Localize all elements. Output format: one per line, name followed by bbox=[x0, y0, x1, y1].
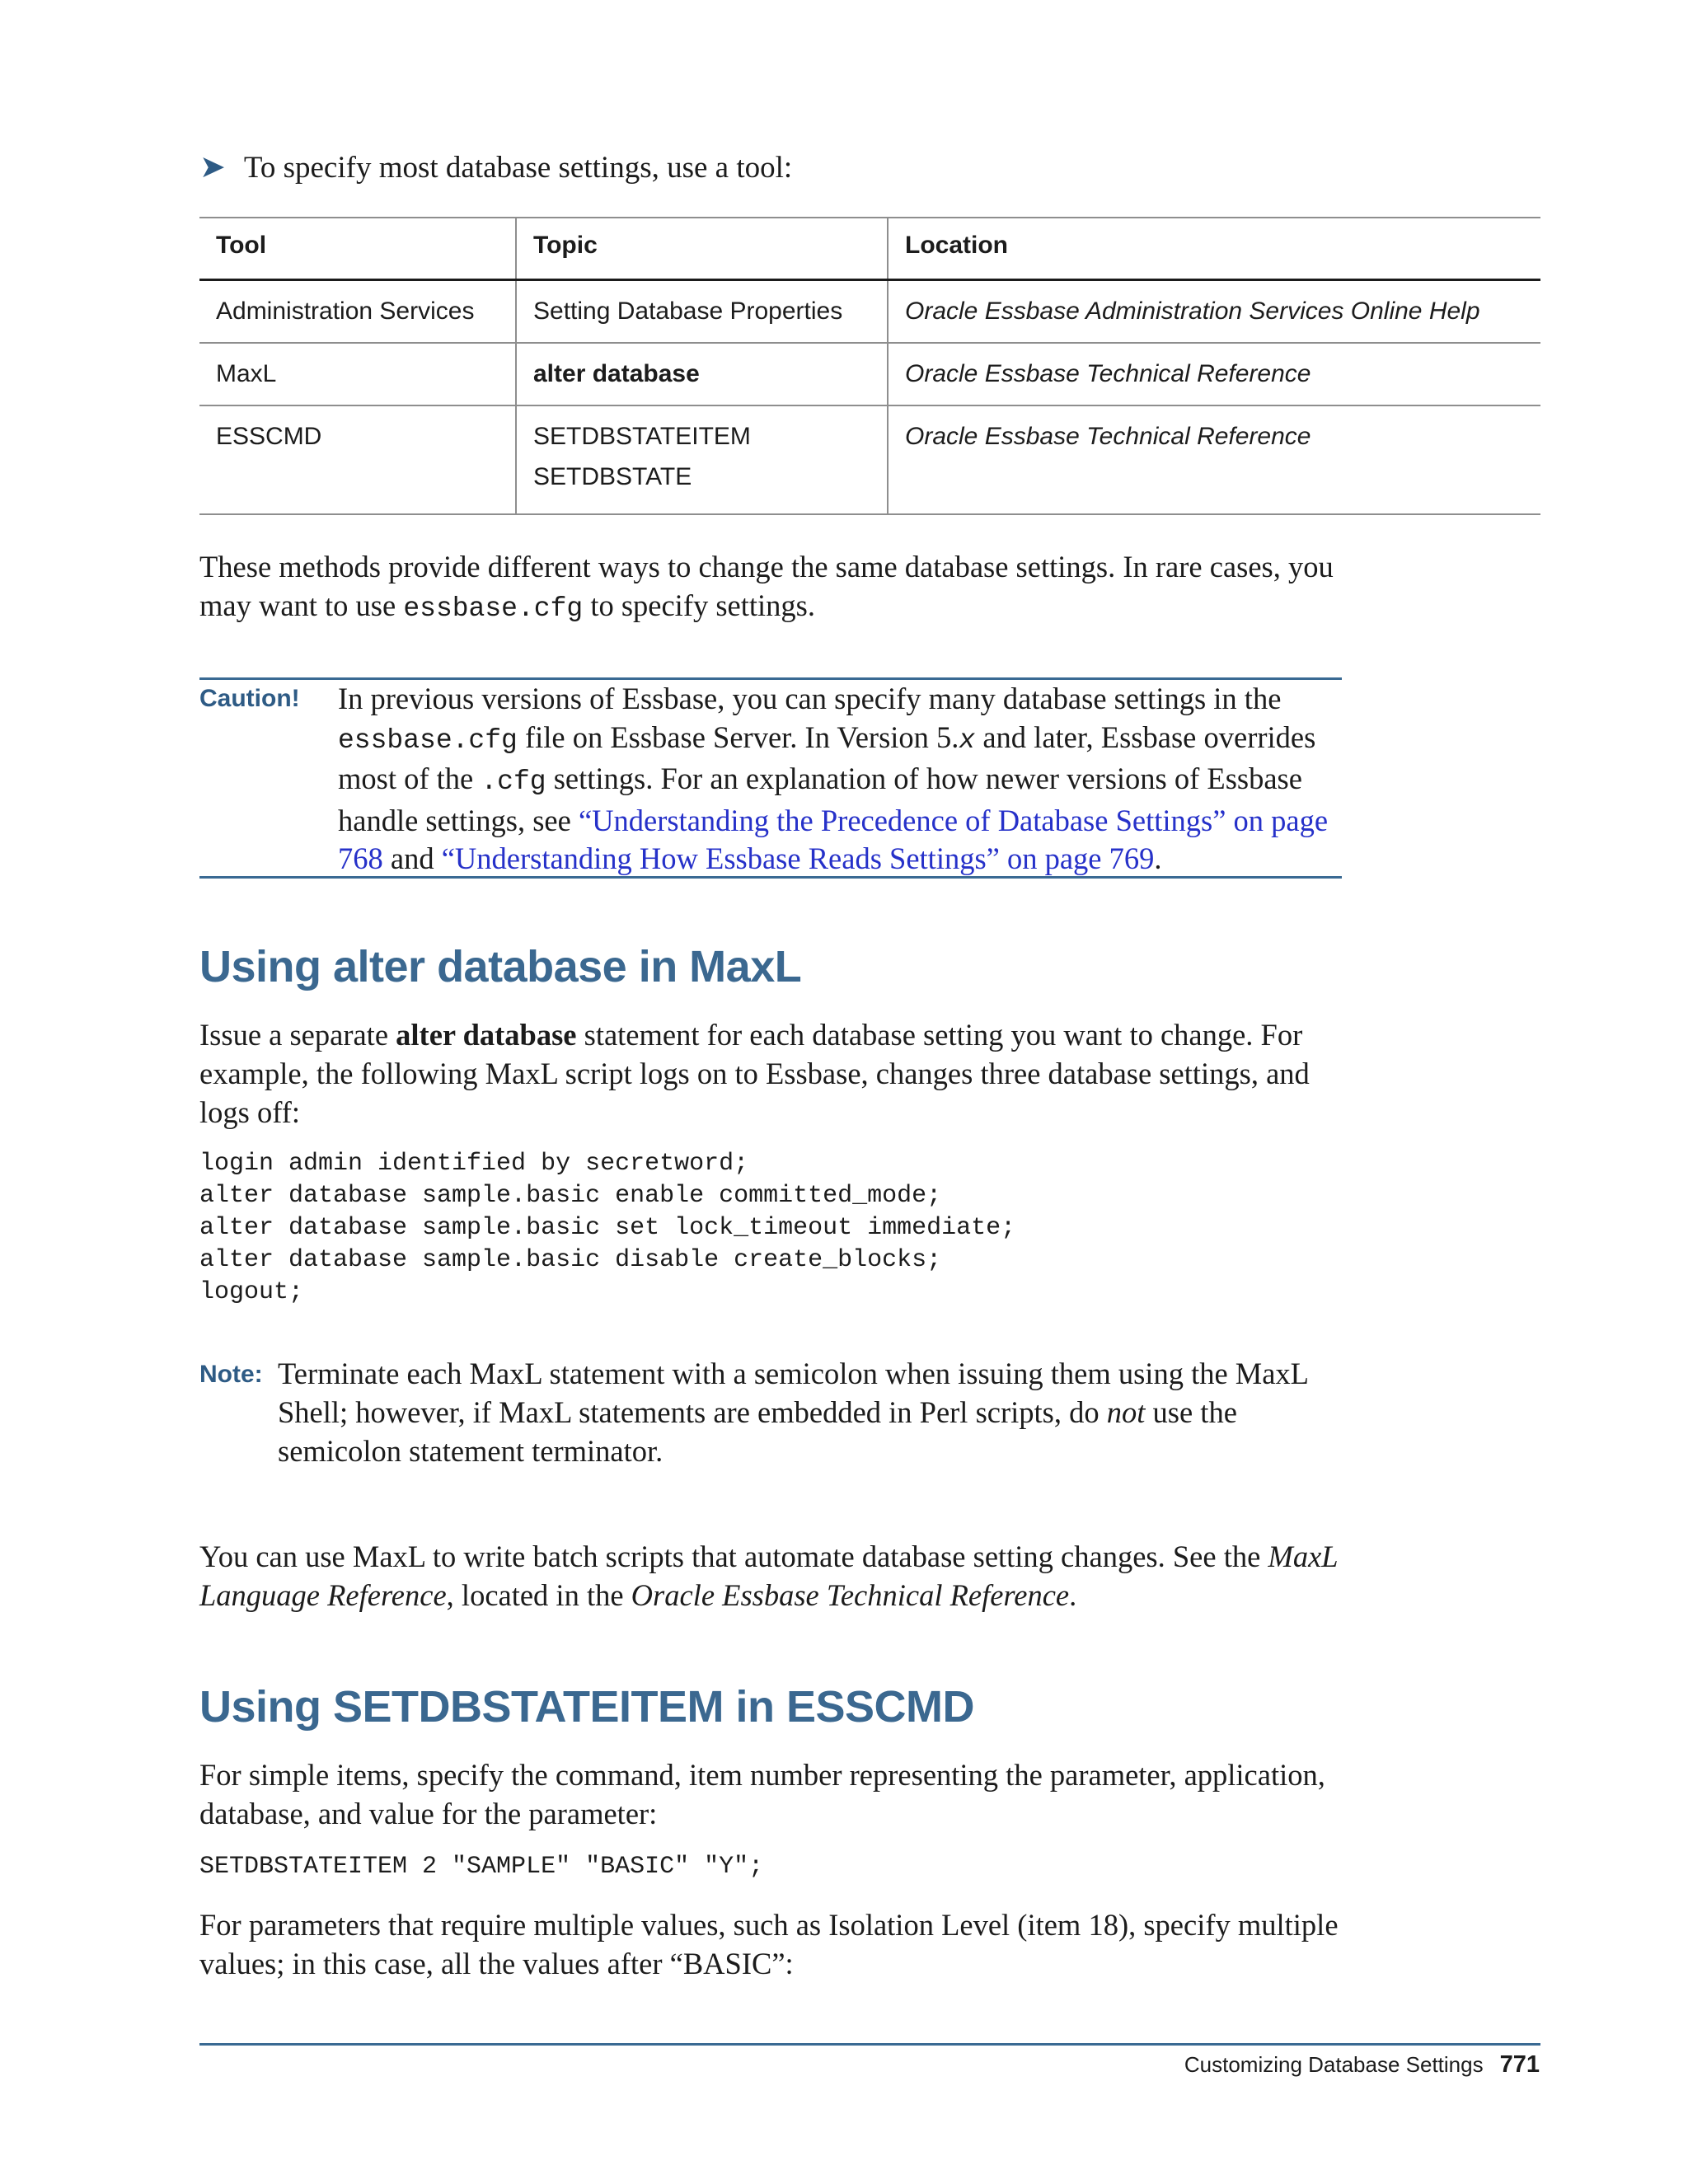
emphasis-text: not bbox=[1106, 1395, 1146, 1429]
cell-topic bbox=[516, 405, 888, 514]
note-text bbox=[278, 1354, 1345, 1470]
arrow-icon: ➤ bbox=[199, 148, 226, 185]
cell-tool: ESSCMD bbox=[199, 405, 516, 514]
section-heading-maxl: Using alter database in MaxL bbox=[199, 942, 802, 991]
cell-topic: Setting Database Properties bbox=[516, 280, 888, 344]
text-span: . bbox=[1154, 841, 1162, 875]
table-header-row bbox=[199, 218, 1540, 280]
italic-text: MaxL Language Reference bbox=[199, 1540, 1338, 1612]
tools-table bbox=[199, 217, 1540, 515]
text-span: and later, Essbase overrides most of the bbox=[338, 719, 1316, 795]
cell-location: Oracle Essbase Administration Services Online Help bbox=[905, 298, 1480, 325]
multi-value-paragraph: For parameters that require multiple values, such as Isolation Level (item 18), specify multiple values; in this case, all the values after “BASIC”: bbox=[199, 1908, 1339, 1980]
text-span: Issue a separate bbox=[199, 1018, 396, 1052]
header-topic: Topic bbox=[516, 218, 888, 280]
text-span: statement for each database setting you want to change. For example, the following MaxL script logs on to Essbase, changes three database settings, and logs off: bbox=[199, 1018, 1310, 1129]
cell-location: Oracle Essbase Technical Reference bbox=[905, 360, 1311, 387]
table-row bbox=[199, 280, 1540, 344]
text-span: , located in the bbox=[446, 1578, 631, 1612]
text-span: settings. For an explanation of how newer versions of Essbase handle settings, see bbox=[338, 762, 1302, 837]
bold-text: alter database bbox=[396, 1018, 577, 1052]
caution-text bbox=[338, 680, 1343, 879]
table-row bbox=[199, 343, 1540, 405]
text-span: . bbox=[1069, 1578, 1077, 1612]
footer-divider bbox=[199, 2043, 1540, 2046]
cell-topic-line: SETDBSTATEITEM bbox=[533, 423, 751, 450]
header-location: Location bbox=[905, 232, 1008, 259]
precedence-link[interactable]: “Understanding the Precedence of Database Settings” on page 768 bbox=[338, 803, 1329, 875]
text-span: use the semicolon statement terminator. bbox=[278, 1395, 1237, 1468]
methods-paragraph bbox=[199, 547, 1345, 628]
batch-paragraph bbox=[199, 1537, 1345, 1615]
section-heading-esscmd: Using SETDBSTATEITEM in ESSCMD bbox=[199, 1682, 975, 1732]
procedure-intro bbox=[199, 145, 792, 190]
inline-code: .cfg bbox=[481, 766, 546, 797]
inline-code: essbase.cfg bbox=[403, 593, 584, 624]
esscmd-code-line: SETDBSTATEITEM 2 "SAMPLE" "BASIC" "Y"; bbox=[199, 1853, 764, 1881]
cell-tool: Administration Services bbox=[199, 280, 516, 344]
page-number: 771 bbox=[1499, 2051, 1540, 2078]
maxl-paragraph bbox=[199, 1015, 1345, 1132]
text-span: In previous versions of Essbase, you can specify many database settings in the bbox=[338, 682, 1282, 715]
text-span: and bbox=[382, 841, 442, 875]
table-row bbox=[199, 405, 1540, 514]
footer-section-title: Customizing Database Settings bbox=[1184, 2052, 1484, 2077]
inline-code: essbase.cfg bbox=[338, 724, 518, 756]
inline-code: x bbox=[959, 724, 976, 756]
reads-settings-link[interactable]: “Understanding How Essbase Reads Settings” on page 769 bbox=[441, 841, 1155, 875]
text-span: You can use MaxL to write batch scripts that automate database setting changes. See the bbox=[199, 1540, 1268, 1573]
page-footer bbox=[1184, 2051, 1540, 2079]
note-label: Note: bbox=[199, 1361, 263, 1388]
procedure-intro-text: To specify most database settings, use a tool: bbox=[243, 151, 793, 185]
maxl-code-block: login admin identified by secretword; alter database sample.basic enable committed_mode; alter database sample.basic set lock_timeout immediate; alter database sample.basic disable create_blocks; logout; bbox=[199, 1150, 1016, 1306]
italic-text: Oracle Essbase Technical Reference bbox=[631, 1578, 1070, 1612]
text-span: These methods provide different ways to change the same database settings. In rare cases, you may want to use bbox=[199, 550, 1334, 622]
text-span: file on Essbase Server. In Version 5. bbox=[517, 719, 959, 754]
cell-topic: alter database bbox=[516, 343, 888, 405]
cell-tool: MaxL bbox=[199, 343, 516, 405]
esscmd-paragraph: For simple items, specify the command, item number representing the parameter, application, database, and value for the parameter: bbox=[199, 1758, 1325, 1830]
caution-box bbox=[199, 677, 1342, 879]
text-span: to specify settings. bbox=[583, 588, 816, 622]
caution-label: Caution! bbox=[199, 685, 300, 712]
cell-topic-line: SETDBSTATE bbox=[533, 463, 692, 490]
text-span: Terminate each MaxL statement with a semicolon when issuing them using the MaxL Shell; however, if MaxL statements are embedded in Perl scripts, do bbox=[278, 1357, 1308, 1429]
cell-location: Oracle Essbase Technical Reference bbox=[905, 423, 1311, 450]
header-tool: Tool bbox=[199, 218, 516, 280]
